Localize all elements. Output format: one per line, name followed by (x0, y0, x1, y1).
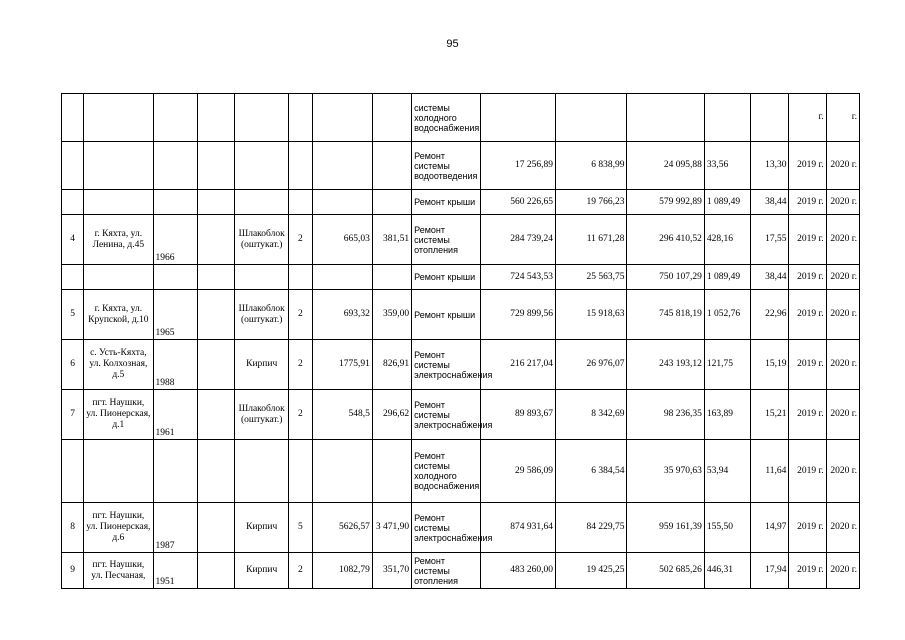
total-area-cell: 1082,79 (312, 553, 372, 589)
floors-cell (289, 265, 312, 290)
wall-material-cell (235, 142, 289, 190)
empty-cell (197, 215, 234, 265)
cost-total-cell: 243 193,12 (627, 340, 704, 390)
start-year-cell: 2019 г. (789, 290, 826, 340)
total-area-cell: 548,5 (312, 390, 372, 440)
floors-cell: 2 (289, 340, 312, 390)
cost-works-cell: 89 893,67 (480, 390, 555, 440)
living-area-cell (372, 440, 411, 503)
unit-cost-cell: 155,50 (704, 503, 750, 553)
cost-works-cell: 874 931,64 (480, 503, 555, 553)
year-built-cell: 1966 (153, 215, 197, 265)
address-cell (84, 190, 153, 215)
empty-cell (197, 142, 234, 190)
limit-cost-cell: 13,30 (751, 142, 789, 190)
address-cell: пгт. Наушки, ул. Песчаная, (84, 553, 153, 589)
end-year-cell: 2020 г. (826, 553, 859, 589)
total-area-cell (312, 440, 372, 503)
empty-cell (197, 340, 234, 390)
cost-works-cell: 17 256,89 (480, 142, 555, 190)
living-area-cell: 826,91 (372, 340, 411, 390)
cost-total-cell: 98 236,35 (627, 390, 704, 440)
total-area-cell: 1775,91 (312, 340, 372, 390)
year-built-cell: 1987 (153, 503, 197, 553)
table-row (62, 440, 860, 503)
unit-cost-cell: 1 089,49 (704, 265, 750, 290)
start-year-cell: г. (789, 94, 826, 142)
wall-material-cell (235, 440, 289, 503)
table-row (62, 190, 860, 215)
floors-cell: 2 (289, 553, 312, 589)
wall-material-cell: Кирпич (235, 553, 289, 589)
cost-works-cell: 724 543,53 (480, 265, 555, 290)
work-type-cell: Ремонт системы водоотведения (412, 142, 480, 190)
total-area-cell (312, 265, 372, 290)
start-year-cell: 2019 г. (789, 215, 826, 265)
cost-design-cell: 15 918,63 (556, 290, 627, 340)
wall-material-cell (235, 265, 289, 290)
row-number: 5 (62, 290, 84, 340)
address-cell: г. Кяхта, ул. Крупской, д.10 (84, 290, 153, 340)
limit-cost-cell: 38,44 (751, 265, 789, 290)
unit-cost-cell: 446,31 (704, 553, 750, 589)
row-number (62, 440, 84, 503)
wall-material-cell: Шлакоблок (оштукат.) (235, 390, 289, 440)
work-type-cell: Ремонт крыши (412, 265, 480, 290)
cost-total-cell: 35 970,63 (627, 440, 704, 503)
limit-cost-cell: 17,55 (751, 215, 789, 265)
row-number: 6 (62, 340, 84, 390)
total-area-cell (312, 94, 372, 142)
floors-cell: 5 (289, 503, 312, 553)
wall-material-cell: Кирпич (235, 503, 289, 553)
cost-design-cell: 25 563,75 (556, 265, 627, 290)
start-year-cell: 2019 г. (789, 265, 826, 290)
cost-design-cell: 6 838,99 (556, 142, 627, 190)
end-year-cell: 2020 г. (826, 265, 859, 290)
end-year-cell: г. (826, 94, 859, 142)
start-year-cell: 2019 г. (789, 503, 826, 553)
address-cell (84, 142, 153, 190)
table-row (62, 340, 860, 390)
row-number: 8 (62, 503, 84, 553)
end-year-cell: 2020 г. (826, 142, 859, 190)
cost-total-cell (627, 94, 704, 142)
table-row (62, 390, 860, 440)
living-area-cell: 351,70 (372, 553, 411, 589)
unit-cost-cell: 1 089,49 (704, 190, 750, 215)
address-cell (84, 440, 153, 503)
table-row (62, 215, 860, 265)
cost-works-cell: 560 226,65 (480, 190, 555, 215)
end-year-cell: 2020 г. (826, 290, 859, 340)
year-built-cell (153, 190, 197, 215)
limit-cost-cell: 38,44 (751, 190, 789, 215)
empty-cell (197, 553, 234, 589)
wall-material-cell: Шлакоблок (оштукат.) (235, 215, 289, 265)
table-row (62, 290, 860, 340)
floors-cell (289, 190, 312, 215)
row-number (62, 94, 84, 142)
work-type-cell: Ремонт крыши (412, 290, 480, 340)
floors-cell: 2 (289, 215, 312, 265)
living-area-cell: 381,51 (372, 215, 411, 265)
cost-design-cell: 19 766,23 (556, 190, 627, 215)
wall-material-cell (235, 190, 289, 215)
living-area-cell: 359,00 (372, 290, 411, 340)
total-area-cell: 665,03 (312, 215, 372, 265)
limit-cost-cell (751, 94, 789, 142)
year-built-cell (153, 94, 197, 142)
row-number (62, 142, 84, 190)
unit-cost-cell: 1 052,76 (704, 290, 750, 340)
wall-material-cell: Шлакоблок (оштукат.) (235, 290, 289, 340)
total-area-cell (312, 190, 372, 215)
unit-cost-cell: 163,89 (704, 390, 750, 440)
table-row (62, 142, 860, 190)
address-cell (84, 265, 153, 290)
year-built-cell: 1965 (153, 290, 197, 340)
start-year-cell: 2019 г. (789, 190, 826, 215)
wall-material-cell (235, 94, 289, 142)
empty-cell (197, 265, 234, 290)
work-type-cell: Ремонт крыши (412, 190, 480, 215)
table-row (62, 94, 860, 142)
cost-design-cell: 11 671,28 (556, 215, 627, 265)
start-year-cell: 2019 г. (789, 390, 826, 440)
year-built-cell: 1951 (153, 553, 197, 589)
floors-cell (289, 440, 312, 503)
limit-cost-cell: 15,19 (751, 340, 789, 390)
end-year-cell: 2020 г. (826, 340, 859, 390)
cost-design-cell: 6 384,54 (556, 440, 627, 503)
year-built-cell (153, 440, 197, 503)
work-type-cell: Ремонт системы электроснабжения (412, 503, 480, 553)
cost-design-cell: 19 425,25 (556, 553, 627, 589)
start-year-cell: 2019 г. (789, 440, 826, 503)
unit-cost-cell: 121,75 (704, 340, 750, 390)
unit-cost-cell (704, 94, 750, 142)
cost-works-cell: 483 260,00 (480, 553, 555, 589)
year-built-cell: 1961 (153, 390, 197, 440)
end-year-cell: 2020 г. (826, 190, 859, 215)
row-number (62, 190, 84, 215)
address-cell (84, 94, 153, 142)
table-row (62, 553, 860, 589)
address-cell: пгт. Наушки, ул. Пионерская, д.1 (84, 390, 153, 440)
empty-cell (197, 290, 234, 340)
cost-total-cell: 959 161,39 (627, 503, 704, 553)
living-area-cell (372, 190, 411, 215)
work-type-cell: Ремонт системы отопления (412, 215, 480, 265)
work-type-cell: Ремонт системы электроснабжения (412, 340, 480, 390)
floors-cell: 2 (289, 290, 312, 340)
cost-total-cell: 296 410,52 (627, 215, 704, 265)
total-area-cell (312, 142, 372, 190)
cost-design-cell: 8 342,69 (556, 390, 627, 440)
limit-cost-cell: 11,64 (751, 440, 789, 503)
living-area-cell: 296,62 (372, 390, 411, 440)
work-type-cell: системы холодного водоснабжения (412, 94, 480, 142)
end-year-cell: 2020 г. (826, 215, 859, 265)
living-area-cell: 3 471,90 (372, 503, 411, 553)
cost-design-cell (556, 94, 627, 142)
limit-cost-cell: 15,21 (751, 390, 789, 440)
cost-total-cell: 502 685,26 (627, 553, 704, 589)
start-year-cell: 2019 г. (789, 340, 826, 390)
work-type-cell: Ремонт системы отопления (412, 553, 480, 589)
cost-works-cell (480, 94, 555, 142)
cost-total-cell: 745 818,19 (627, 290, 704, 340)
floors-cell (289, 94, 312, 142)
unit-cost-cell: 33,56 (704, 142, 750, 190)
year-built-cell (153, 142, 197, 190)
row-number: 9 (62, 553, 84, 589)
total-area-cell: 693,32 (312, 290, 372, 340)
empty-cell (197, 94, 234, 142)
row-number: 4 (62, 215, 84, 265)
table-row (62, 503, 860, 553)
limit-cost-cell: 22,96 (751, 290, 789, 340)
floors-cell (289, 142, 312, 190)
address-cell: г. Кяхта, ул. Ленина, д.45 (84, 215, 153, 265)
cost-works-cell: 729 899,56 (480, 290, 555, 340)
total-area-cell: 5626,57 (312, 503, 372, 553)
row-number (62, 265, 84, 290)
page-number: 95 (446, 38, 459, 50)
row-number: 7 (62, 390, 84, 440)
end-year-cell: 2020 г. (826, 440, 859, 503)
limit-cost-cell: 17,94 (751, 553, 789, 589)
cost-works-cell: 216 217,04 (480, 340, 555, 390)
address-cell: пгт. Наушки, ул. Пионерская, д.6 (84, 503, 153, 553)
year-built-cell: 1988 (153, 340, 197, 390)
repair-table (61, 93, 860, 589)
cost-design-cell: 26 976,07 (556, 340, 627, 390)
living-area-cell (372, 94, 411, 142)
year-built-cell (153, 265, 197, 290)
empty-cell (197, 190, 234, 215)
table-row (62, 265, 860, 290)
cost-total-cell: 24 095,88 (627, 142, 704, 190)
start-year-cell: 2019 г. (789, 142, 826, 190)
living-area-cell (372, 142, 411, 190)
start-year-cell: 2019 г. (789, 553, 826, 589)
empty-cell (197, 503, 234, 553)
unit-cost-cell: 53,94 (704, 440, 750, 503)
address-cell: с. Усть-Кяхта, ул. Колхозная, д.5 (84, 340, 153, 390)
wall-material-cell: Кирпич (235, 340, 289, 390)
living-area-cell (372, 265, 411, 290)
end-year-cell: 2020 г. (826, 390, 859, 440)
work-type-cell: Ремонт системы холодного водоснабжения (412, 440, 480, 503)
cost-total-cell: 750 107,29 (627, 265, 704, 290)
floors-cell: 2 (289, 390, 312, 440)
cost-design-cell: 84 229,75 (556, 503, 627, 553)
unit-cost-cell: 428,16 (704, 215, 750, 265)
cost-total-cell: 579 992,89 (627, 190, 704, 215)
end-year-cell: 2020 г. (826, 503, 859, 553)
limit-cost-cell: 14,97 (751, 503, 789, 553)
empty-cell (197, 440, 234, 503)
cost-works-cell: 284 739,24 (480, 215, 555, 265)
cost-works-cell: 29 586,09 (480, 440, 555, 503)
empty-cell (197, 390, 234, 440)
work-type-cell: Ремонт системы электроснабжения (412, 390, 480, 440)
